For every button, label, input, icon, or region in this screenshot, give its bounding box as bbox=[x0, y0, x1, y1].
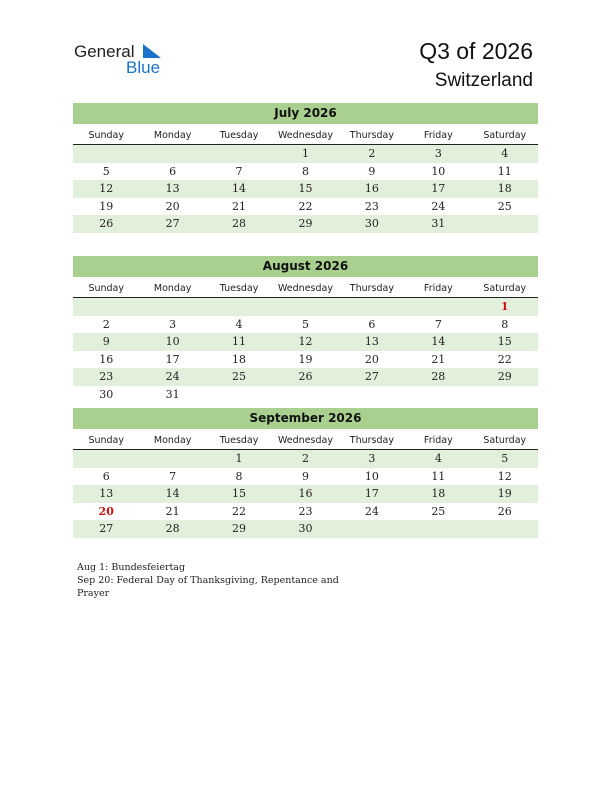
date-cell: 21 bbox=[431, 352, 446, 366]
holiday-note: Aug 1: Bundesfeiertag bbox=[77, 562, 186, 573]
date-cell: 10 bbox=[165, 335, 180, 348]
date-cell: 11 bbox=[497, 164, 512, 178]
date-cell: 19 bbox=[497, 487, 512, 500]
date-cell bbox=[405, 298, 471, 316]
date-cell: 8 bbox=[501, 317, 509, 331]
date-cell: 16 bbox=[99, 352, 114, 366]
date-cell: 19 bbox=[99, 199, 114, 213]
date-cell: 10 bbox=[364, 469, 379, 483]
date-cell bbox=[405, 386, 471, 404]
date-cell: 17 bbox=[431, 182, 446, 195]
weekday-label: Tuesday bbox=[219, 435, 259, 446]
week-row bbox=[73, 333, 538, 351]
date-cell: 18 bbox=[232, 352, 247, 366]
week-row bbox=[73, 503, 538, 521]
week-row bbox=[73, 468, 538, 486]
date-cell bbox=[472, 215, 538, 233]
date-cell: 14 bbox=[165, 487, 180, 500]
date-cell: 27 bbox=[364, 370, 379, 383]
date-cell: 22 bbox=[298, 199, 313, 213]
page-title: Q3 of 2026 bbox=[419, 38, 533, 64]
weekday-label: Thursday bbox=[349, 130, 394, 141]
month-title: September 2026 bbox=[73, 408, 538, 429]
date-cell bbox=[339, 520, 405, 538]
date-cell bbox=[472, 386, 538, 404]
date-cell: 4 bbox=[501, 147, 509, 160]
date-cell: 27 bbox=[165, 217, 180, 230]
week-row bbox=[73, 215, 538, 233]
date-cell: 15 bbox=[232, 487, 247, 500]
date-cell bbox=[206, 386, 272, 404]
date-cell: 16 bbox=[364, 182, 379, 195]
date-cell: 18 bbox=[497, 182, 512, 195]
date-cell: 26 bbox=[298, 370, 313, 383]
date-cell: 6 bbox=[102, 469, 110, 483]
date-cell: 22 bbox=[232, 504, 247, 518]
week-row bbox=[73, 163, 538, 181]
date-cell: 31 bbox=[431, 217, 446, 230]
weekday-label: Sunday bbox=[88, 283, 124, 294]
weekday-label: Friday bbox=[423, 435, 453, 446]
weekday-label: Tuesday bbox=[219, 130, 259, 141]
date-cell: 30 bbox=[99, 387, 114, 401]
weekday-label: Sunday bbox=[88, 435, 124, 446]
date-cell: 26 bbox=[99, 217, 114, 230]
date-cell: 10 bbox=[431, 164, 446, 178]
date-cell: 7 bbox=[235, 164, 243, 178]
date-cell: 9 bbox=[368, 164, 376, 178]
date-cell: 11 bbox=[431, 469, 446, 483]
week-row bbox=[73, 316, 538, 334]
date-cell: 31 bbox=[165, 387, 180, 401]
date-cell: 25 bbox=[232, 370, 247, 383]
date-cell bbox=[339, 298, 405, 316]
weekday-header-row bbox=[73, 280, 538, 298]
weekday-label: Thursday bbox=[349, 283, 394, 294]
date-cell: 4 bbox=[235, 317, 243, 331]
week-row bbox=[73, 180, 538, 198]
week-row bbox=[73, 145, 538, 163]
date-cell bbox=[272, 386, 338, 404]
week-row bbox=[73, 485, 538, 503]
date-cell: 3 bbox=[368, 452, 376, 465]
date-cell: 3 bbox=[434, 147, 442, 160]
date-cell bbox=[339, 386, 405, 404]
date-cell bbox=[206, 298, 272, 316]
week-row bbox=[73, 368, 538, 386]
date-cell: 28 bbox=[431, 370, 446, 383]
date-cell: 29 bbox=[298, 217, 313, 230]
date-cell: 8 bbox=[301, 164, 309, 178]
date-cell: 12 bbox=[99, 182, 114, 195]
date-cell: 29 bbox=[232, 522, 247, 535]
weekday-label: Thursday bbox=[349, 435, 394, 446]
date-cell: 6 bbox=[169, 164, 177, 178]
date-cell: 13 bbox=[165, 182, 180, 195]
date-cell: 4 bbox=[434, 452, 442, 465]
date-cell: 5 bbox=[501, 452, 509, 465]
weekday-label: Saturday bbox=[483, 130, 527, 141]
holiday-note: Sep 20: Federal Day of Thanksgiving, Repentance and Prayer bbox=[77, 575, 339, 599]
date-cell: 1 bbox=[235, 452, 243, 465]
date-cell: 21 bbox=[165, 504, 180, 518]
date-cell bbox=[472, 520, 538, 538]
date-cell: 24 bbox=[364, 504, 379, 518]
date-cell: 2 bbox=[102, 317, 110, 331]
date-cell: 27 bbox=[99, 522, 114, 535]
date-cell: 20 bbox=[165, 199, 180, 213]
date-cell: 20 bbox=[364, 352, 379, 366]
date-cell: 7 bbox=[434, 317, 442, 331]
holiday-date-cell: 1 bbox=[500, 300, 509, 313]
date-cell: 23 bbox=[99, 370, 114, 383]
week-row bbox=[73, 520, 538, 538]
date-cell: 11 bbox=[232, 335, 247, 348]
date-cell: 16 bbox=[298, 487, 313, 500]
date-cell: 6 bbox=[368, 317, 376, 331]
date-cell: 13 bbox=[99, 487, 114, 500]
weekday-label: Friday bbox=[423, 283, 453, 294]
date-cell bbox=[206, 145, 272, 163]
weekday-label: Wednesday bbox=[277, 130, 333, 141]
logo bbox=[74, 42, 174, 78]
date-cell: 2 bbox=[301, 452, 309, 465]
date-cell: 9 bbox=[301, 469, 309, 483]
date-cell: 24 bbox=[431, 199, 446, 213]
date-cell: 14 bbox=[431, 335, 446, 348]
date-cell: 1 bbox=[301, 147, 309, 160]
date-cell: 25 bbox=[431, 504, 446, 518]
weekday-label: Wednesday bbox=[277, 283, 333, 294]
date-cell bbox=[272, 298, 338, 316]
date-cell: 7 bbox=[169, 469, 177, 483]
holiday-notes bbox=[77, 561, 357, 600]
date-cell: 19 bbox=[298, 352, 313, 366]
weekday-label: Saturday bbox=[483, 283, 527, 294]
date-cell: 3 bbox=[169, 317, 177, 331]
date-cell: 30 bbox=[298, 522, 313, 535]
date-cell: 17 bbox=[165, 352, 180, 366]
date-cell: 25 bbox=[497, 199, 512, 213]
date-cell: 22 bbox=[497, 352, 512, 366]
country-name: Switzerland bbox=[434, 70, 533, 91]
date-cell bbox=[73, 298, 139, 316]
weekday-label: Tuesday bbox=[219, 283, 259, 294]
week-row bbox=[73, 351, 538, 369]
weekday-label: Sunday bbox=[88, 130, 124, 141]
week-row bbox=[73, 298, 538, 316]
weekday-label: Friday bbox=[423, 130, 453, 141]
date-cell: 2 bbox=[368, 147, 376, 160]
date-cell bbox=[139, 450, 205, 468]
date-cell: 28 bbox=[232, 217, 247, 230]
date-cell: 15 bbox=[497, 335, 512, 348]
date-cell: 28 bbox=[165, 522, 180, 535]
date-cell bbox=[73, 145, 139, 163]
date-cell: 23 bbox=[298, 504, 313, 518]
date-cell: 14 bbox=[232, 182, 247, 195]
date-cell: 13 bbox=[364, 335, 379, 348]
date-cell: 5 bbox=[102, 164, 110, 178]
date-cell bbox=[405, 520, 471, 538]
logo-text-blue: Blue bbox=[126, 58, 161, 77]
date-cell: 12 bbox=[298, 335, 313, 348]
month-title: July 2026 bbox=[73, 103, 538, 124]
date-cell bbox=[73, 450, 139, 468]
weekday-label: Monday bbox=[153, 283, 192, 294]
month-title: August 2026 bbox=[73, 256, 538, 277]
date-cell: 23 bbox=[364, 199, 379, 213]
date-cell: 5 bbox=[301, 317, 309, 331]
date-cell bbox=[139, 298, 205, 316]
date-cell: 21 bbox=[232, 199, 247, 213]
date-cell: 8 bbox=[235, 469, 243, 483]
date-cell: 30 bbox=[364, 217, 379, 230]
week-row bbox=[73, 386, 538, 404]
logo-text-general: General bbox=[74, 42, 135, 61]
weekday-label: Monday bbox=[153, 435, 192, 446]
weekday-label: Wednesday bbox=[277, 435, 333, 446]
date-cell: 18 bbox=[431, 487, 446, 500]
weekday-label: Saturday bbox=[483, 435, 527, 446]
holiday-date-cell: 20 bbox=[98, 504, 114, 518]
month-calendar bbox=[73, 408, 538, 538]
date-cell bbox=[139, 145, 205, 163]
weekday-header-row bbox=[73, 127, 538, 145]
week-row bbox=[73, 198, 538, 216]
month-calendar bbox=[73, 103, 538, 233]
date-cell: 24 bbox=[165, 370, 180, 383]
date-cell: 26 bbox=[497, 504, 512, 518]
weekday-header-row bbox=[73, 432, 538, 450]
week-row bbox=[73, 450, 538, 468]
date-cell: 9 bbox=[102, 335, 110, 348]
month-calendar bbox=[73, 256, 538, 403]
date-cell: 12 bbox=[497, 469, 512, 483]
date-cell: 17 bbox=[364, 487, 379, 500]
date-cell: 29 bbox=[497, 370, 512, 383]
weekday-label: Monday bbox=[153, 130, 192, 141]
date-cell: 15 bbox=[298, 182, 313, 195]
